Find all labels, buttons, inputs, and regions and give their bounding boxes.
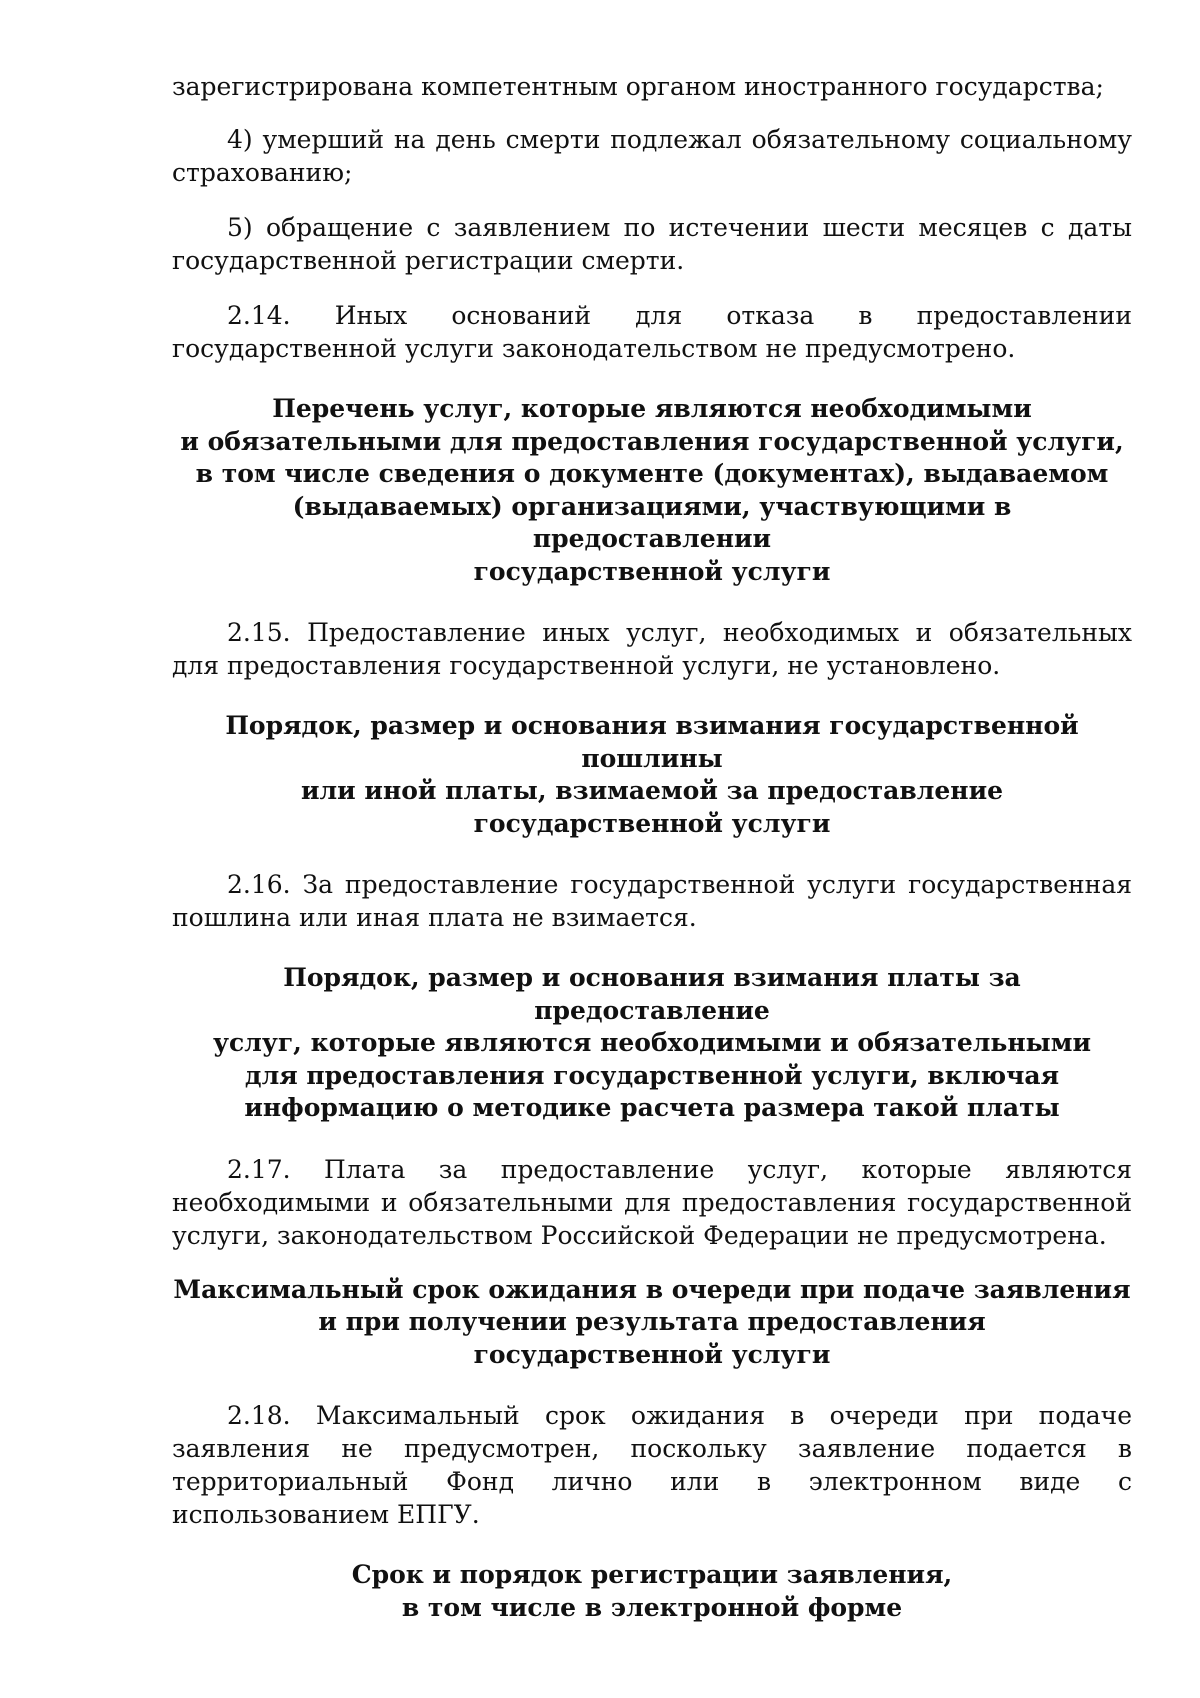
heading-services-list — [172, 393, 1132, 588]
heading-state-fee — [172, 710, 1132, 840]
heading-line: в том числе сведения о документе (документах), выдаваемом — [195, 459, 1109, 488]
heading-line: информацию о методике расчета размера такой платы — [244, 1093, 1060, 1122]
heading-queue-time — [172, 1274, 1132, 1372]
heading-line: (выдаваемых) организациями, участвующими в предоставлении — [292, 491, 1012, 553]
paragraph-item-4: 4) умерший на день смерти подлежал обязательному социальному страхованию; — [172, 125, 1132, 187]
heading-line: государственной услуги — [473, 1339, 831, 1369]
heading-line: или иной платы, взимаемой за предоставление — [300, 776, 1004, 805]
paragraph-2-15: 2.15. Предоставление иных услуг, необходимых и обязательных для предоставления государственной услуги, не установлено. — [172, 618, 1132, 680]
heading-payment-procedure — [172, 962, 1132, 1125]
heading-line: услуг, которые являются необходимыми и обязательными — [213, 1028, 1091, 1057]
heading-line: Порядок, размер и основания взимания платы за предоставление — [283, 963, 1021, 1025]
paragraph-item-5: 5) обращение с заявлением по истечении шести месяцев с даты государственной регистрации смерти. — [172, 213, 1132, 275]
heading-line: для предоставления государственной услуги, включая — [244, 1060, 1060, 1090]
heading-line: Порядок, размер и основания взимания государственной пошлины — [225, 711, 1079, 773]
paragraph-2-18: 2.18. Максимальный срок ожидания в очереди при подаче заявления не предусмотрен, поскольку заявление подается в территориальный Фонд лично или в электронном виде с использованием ЕПГУ. — [172, 1401, 1132, 1529]
document-page — [172, 70, 1132, 1624]
paragraph-2-14: 2.14. Иных оснований для отказа в предоставлении государственной услуги законодательством не предусмотрено. — [172, 301, 1132, 363]
heading-line: Срок и порядок регистрации заявления, — [351, 1560, 953, 1589]
paragraph-2-17: 2.17. Плата за предоставление услуг, которые являются необходимыми и обязательными для предоставления государственной услуги, законодательством Российской Федерации не предусмотрена. — [172, 1154, 1132, 1250]
heading-line: и при получении результата предоставления — [318, 1307, 986, 1336]
paragraph-2-16: 2.16. За предоставление государственной услуги государственная пошлина или иная плата не взимается. — [172, 870, 1132, 932]
heading-line: Перечень услуг, которые являются необходимыми — [272, 394, 1032, 423]
heading-line: и обязательными для предоставления государственной услуги, — [180, 426, 1124, 456]
paragraph-registration-continuation: зарегистрирована компетентным органом иностранного государства; — [172, 72, 1104, 101]
heading-registration-procedure — [172, 1559, 1132, 1624]
heading-line: государственной услуги — [473, 808, 831, 838]
heading-line: Максимальный срок ожидания в очереди при подаче заявления — [173, 1274, 1131, 1304]
heading-line: государственной услуги — [473, 556, 831, 586]
heading-line: в том числе в электронной форме — [401, 1592, 903, 1622]
